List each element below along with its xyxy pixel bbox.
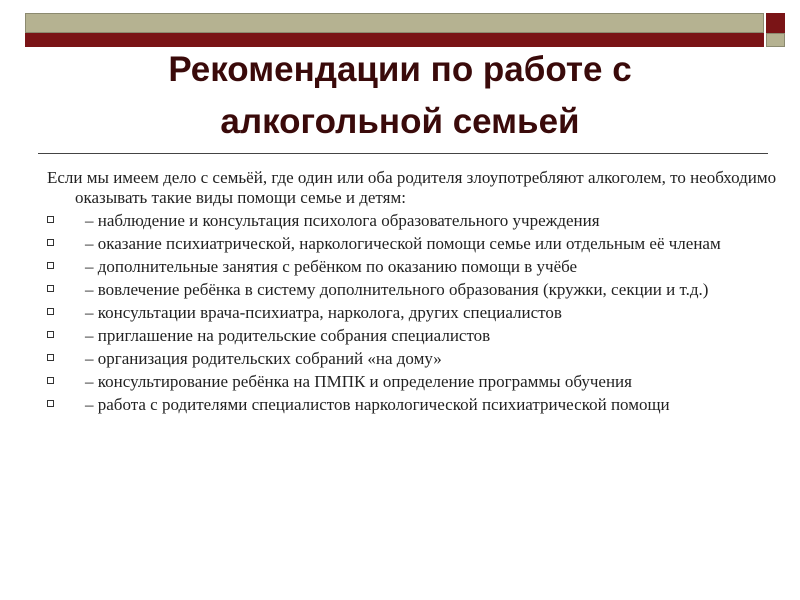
slide-body [47, 168, 782, 418]
list-item [47, 234, 782, 254]
list-item-text: – вовлечение ребёнка в систему дополнительного образования (кружки, секции и т.д.) [85, 280, 709, 299]
corner-square-olive [766, 33, 785, 47]
list-item-text: – оказание психиатрической, наркологической помощи семье или отдельным её членам [85, 234, 721, 253]
recommendations-list [47, 211, 782, 415]
square-bullet-icon [47, 377, 54, 384]
list-item [47, 326, 782, 346]
list-item-text: – приглашение на родительские собрания специалистов [85, 326, 491, 345]
list-item-text: – консультирование ребёнка на ПМПК и определение программы обучения [85, 372, 632, 391]
list-item-text: – работа с родителями специалистов наркологической психиатрической помощи [85, 395, 670, 414]
slide-title-line-2: алкогольной семьей [220, 102, 580, 141]
intro-paragraph: Если мы имеем дело с семьёй, где один или оба родителя злоупотребляют алкоголем, то необходимо оказывать такие виды помощи семье и детям: [47, 168, 777, 207]
header-bar-olive [25, 13, 764, 33]
list-item-text: – дополнительные занятия с ребёнком по оказанию помощи в учёбе [85, 257, 578, 276]
list-item [47, 211, 782, 231]
title-divider [38, 153, 768, 154]
list-item-text: – организация родительских собраний «на дому» [85, 349, 442, 368]
list-item [47, 349, 782, 369]
list-item [47, 257, 782, 277]
square-bullet-icon [47, 216, 54, 223]
square-bullet-icon [47, 308, 54, 315]
square-bullet-icon [47, 331, 54, 338]
slide-title [40, 44, 760, 148]
square-bullet-icon [47, 285, 54, 292]
list-item-text: – консультации врача-психиатра, нарколога, других специалистов [85, 303, 562, 322]
square-bullet-icon [47, 354, 54, 361]
list-item-text: – наблюдение и консультация психолога образовательного учреждения [85, 211, 600, 230]
corner-square-red [766, 13, 785, 33]
list-item [47, 372, 782, 392]
square-bullet-icon [47, 239, 54, 246]
square-bullet-icon [47, 400, 54, 407]
slide-title-line-1: Рекомендации по работе с [168, 50, 632, 89]
list-item [47, 280, 782, 300]
square-bullet-icon [47, 262, 54, 269]
list-item [47, 395, 782, 415]
list-item [47, 303, 782, 323]
